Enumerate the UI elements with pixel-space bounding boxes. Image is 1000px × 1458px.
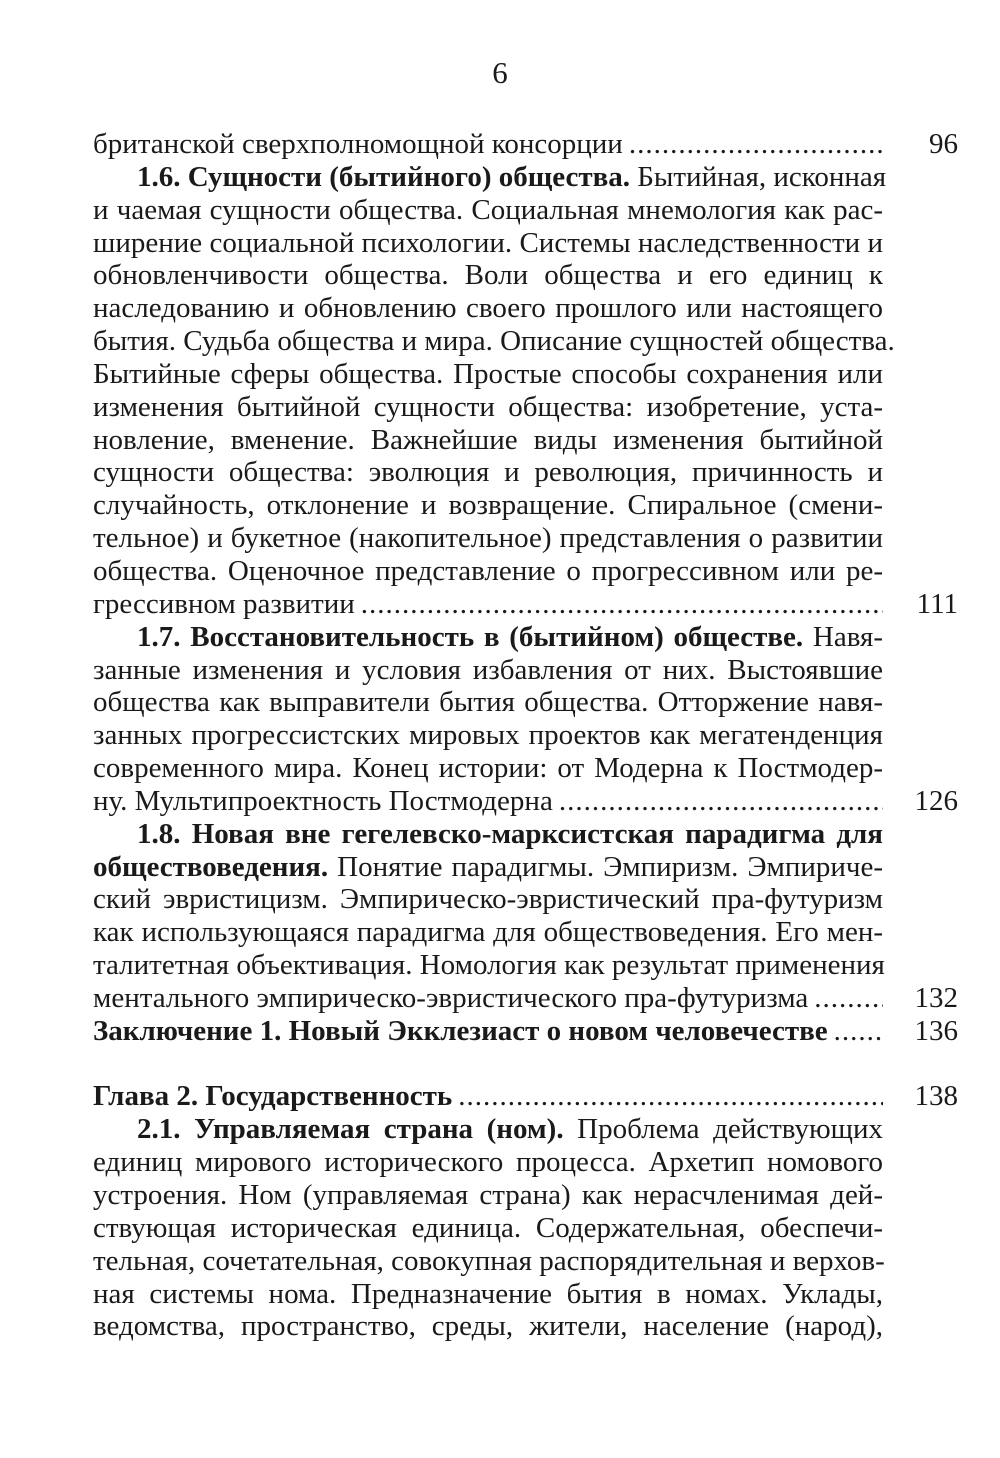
toc-text-line: занных прогрессистских мировых проектов как мегатенденция — [93, 719, 883, 752]
toc-text-line — [93, 851, 883, 884]
toc-text-line: тельное) и букетное (накопительное) представления о развитии — [93, 522, 883, 555]
toc-text-line: современного мира. Конец истории: от Модерна к Постмодер- — [93, 752, 883, 785]
toc-text-line: тельная, сочетательная, совокупная распорядительная и верхов- — [93, 1244, 885, 1277]
toc-text: Заключение 1. Новый Экклезиаст о новом человечестве — [93, 1014, 828, 1047]
dot-leader — [834, 1015, 883, 1048]
toc-page-number: 126 — [914, 784, 958, 817]
toc-text-line: и чаемая сущности общества. Социальная мнемология как рас- — [93, 193, 883, 226]
toc-text-line: ширение социальной психологии. Системы наследственности и — [93, 226, 883, 259]
toc-text: ну. Мультипроектность Постмодерна — [93, 784, 553, 817]
toc-text-line: случайность, отклонение и возвращение. Спиральное (смени- — [93, 489, 883, 522]
toc-text-line: устроения. Ном (управляемая страна) как нерасчленимая дей- — [93, 1179, 883, 1211]
toc-page-number: 138 — [914, 1080, 958, 1113]
toc-entry-chapter-2 — [93, 1080, 958, 1113]
toc-text-line: ствующая историческая единица. Содержательная, обеспечи- — [93, 1211, 883, 1244]
section-title: 2.1. Управляемая страна (ном). — [137, 1113, 564, 1146]
toc-page-number: 96 — [929, 128, 958, 160]
toc-entry-end — [93, 981, 958, 1015]
dot-leader — [559, 785, 883, 818]
toc-page-number: 136 — [914, 1014, 958, 1047]
dot-leader — [361, 588, 883, 621]
toc-text-line: изменения бытийной сущности общества: изобретение, уста- — [93, 390, 883, 423]
toc-text-line: общества как выправители бытия общества. Отторжение навя- — [93, 686, 883, 719]
toc-text: Проблема действующих — [577, 1113, 883, 1146]
toc-text-line: Бытийные сферы общества. Простые способы сохранения или — [93, 357, 883, 390]
toc-text: ментального эмпирическо-эвристического пра-футуризма — [93, 981, 809, 1014]
section-title: обществоведения. — [93, 850, 329, 883]
toc-text-line: новление, вменение. Важнейшие виды изменения бытийной — [93, 423, 883, 456]
toc-text-line: ная системы нома. Предназначение бытия в номах. Уклады, — [93, 1277, 883, 1310]
toc-entry-conclusion-1 — [93, 1014, 958, 1048]
toc-entry-1-8: 1.8. Новая вне гегелевско-марксистская парадигма для — [137, 817, 883, 850]
toc-entry-2-1 — [93, 1113, 883, 1146]
chapter-title: Глава 2. Государственность — [93, 1080, 453, 1113]
dot-leader — [814, 982, 883, 1015]
toc-text: Навя- — [812, 620, 883, 653]
toc-text-line: наследованию и обновлению своего прошлого или настоящего — [93, 292, 883, 325]
toc-text-line: ский эвристицизм. Эмпирическо-эвристический пра-футуризм — [93, 883, 883, 916]
section-title: 1.7. Восстановительность в (бытийном) обществе. — [137, 620, 804, 653]
toc-text: британской сверхполномощной консорции — [93, 128, 623, 160]
page-number: 6 — [492, 55, 508, 90]
toc-page-number: 132 — [914, 981, 958, 1014]
section-title: 1.6. Сущности (бытийного) общества. — [137, 160, 630, 193]
toc-text-line: занные изменения и условия избавления от них. Выстоявшие — [93, 653, 883, 686]
spacer — [93, 1048, 883, 1081]
toc-text-line: единиц мирового исторического процесса. Архетип номового — [93, 1146, 883, 1179]
toc-text-line: общества. Оценочное представление о прогрессивном или ре- — [93, 554, 883, 587]
toc-text-line: ведомства, пространство, среды, жители, население (народ), — [93, 1310, 883, 1343]
toc-entry-end — [93, 784, 958, 818]
toc-entry-1-6 — [93, 160, 887, 194]
toc-text-line: бытия. Судьба общества и мира. Описание сущностей общества. — [93, 325, 895, 358]
toc-text: Бытийная, исконная — [637, 160, 887, 193]
toc-entry-continuation — [93, 128, 958, 161]
toc-page-number: 111 — [916, 587, 958, 620]
toc-text-line: как использующаяся парадигма для обществоведения. Его мен- — [93, 916, 883, 949]
toc-text-line: сущности общества: эволюция и революция, причинность и — [93, 456, 883, 489]
toc-entry-end — [93, 587, 958, 621]
table-of-contents — [93, 128, 958, 1343]
toc-text: грессивном развитии — [93, 587, 355, 620]
toc-text-line: обновленчивости общества. Воли общества и его единиц к — [93, 259, 883, 292]
toc-entry-1-7 — [93, 621, 883, 654]
dot-leader — [458, 1080, 883, 1113]
toc-text: Понятие парадигмы. Эмпиризм. Эмпириче- — [337, 850, 883, 883]
toc-text-line: талитетная объективация. Номология как результат применения — [93, 949, 885, 982]
dot-leader — [629, 128, 883, 161]
